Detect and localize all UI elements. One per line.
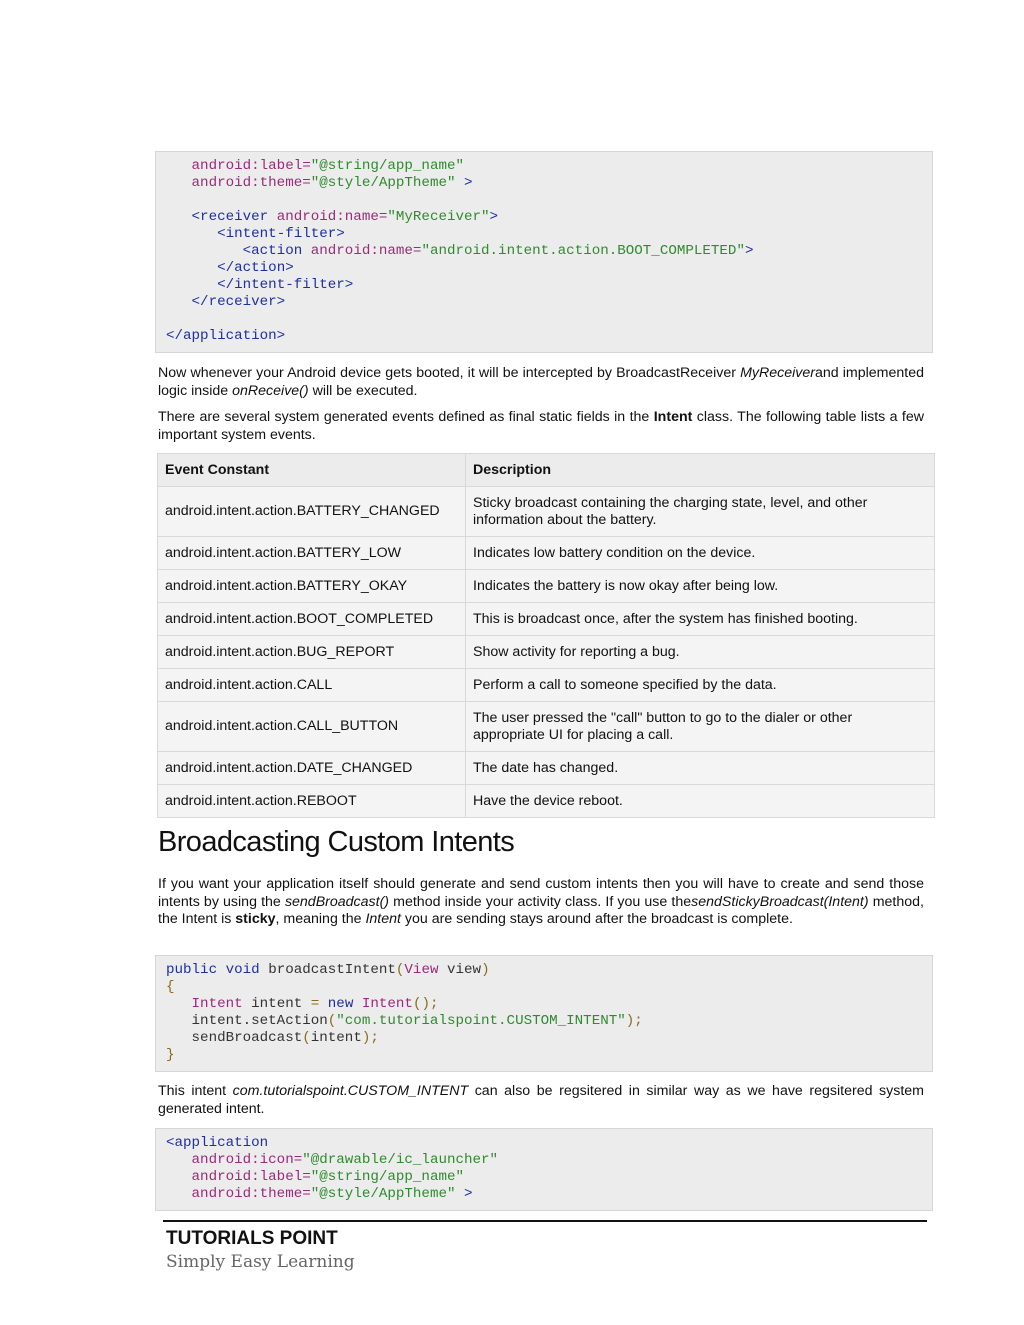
section-heading: Broadcasting Custom Intents: [158, 826, 515, 858]
paragraph-register-intent: This intent com.tutorialspoint.CUSTOM_INTENT can also be regsitered in similar way as we have regsitered system generated intent.: [158, 1083, 924, 1117]
system-events-table: [157, 453, 935, 818]
code-line: [166, 311, 922, 328]
event-constant-cell: android.intent.action.BOOT_COMPLETED: [158, 603, 466, 636]
paragraph-boot-intercept: Now whenever your Android device gets booted, it will be intercepted by BroadcastReceiver MyReceiverand implemented logic inside onReceive() will be executed.: [158, 365, 924, 399]
table-row: [158, 636, 935, 669]
code-block-manifest-receiver: [155, 151, 933, 353]
code-line: public void broadcastIntent(View view): [166, 962, 490, 978]
table-row: [158, 785, 935, 818]
event-constant-cell: android.intent.action.BATTERY_CHANGED: [158, 487, 466, 537]
code-line: android:icon="@drawable/ic_launcher": [191, 1152, 499, 1168]
event-description-cell: The user pressed the "call" button to go to the dialer or other appropriate UI for placing a call.: [466, 702, 935, 752]
code-line: Intent intent = new Intent();: [191, 996, 439, 1012]
event-constant-cell: android.intent.action.BUG_REPORT: [158, 636, 466, 669]
table-row: [158, 537, 935, 570]
code-line: }: [166, 1047, 175, 1063]
event-description-cell: Sticky broadcast containing the charging state, level, and other information about the battery.: [466, 487, 935, 537]
column-header-event-constant: Event Constant: [158, 454, 466, 487]
paragraph-system-events: There are several system generated events defined as final static fields in the Intent class. The following table lists a few important system events.: [158, 409, 925, 443]
code-line: </receiver>: [191, 294, 286, 310]
code-line: intent.setAction("com.tutorialspoint.CUSTOM_INTENT");: [166, 1013, 643, 1029]
event-description-cell: Perform a call to someone specified by the data.: [466, 669, 935, 702]
code-line: </application>: [166, 328, 286, 344]
code-block-application-manifest: [155, 1128, 933, 1211]
code-line: </intent-filter>: [217, 277, 354, 293]
code-line: android:label="@string/app_name": [191, 158, 464, 174]
table-row: [158, 570, 935, 603]
paragraph-custom-intents: If you want your application itself should generate and send custom intents then you will have to create and send those intents by using the sendBroadcast() method inside your activity class. If you use thesendStickyBroadcast(Intent) method, the Intent is sticky, meaning the Intent you are sending stays around after the broadcast is complete.: [158, 876, 924, 927]
code-block-broadcast-intent: [155, 955, 933, 1072]
code-line: </action>: [217, 260, 294, 276]
event-constant-cell: android.intent.action.CALL: [158, 669, 466, 702]
table-row: [158, 669, 935, 702]
code-line: sendBroadcast(intent);: [166, 1030, 379, 1046]
table-row: [158, 603, 935, 636]
event-description-cell: Have the device reboot.: [466, 785, 935, 818]
event-description-cell: The date has changed.: [466, 752, 935, 785]
code-line: android:theme="@style/AppTheme" >: [191, 1186, 473, 1202]
event-constant-cell: android.intent.action.BATTERY_LOW: [158, 537, 466, 570]
footer-divider: [163, 1220, 927, 1222]
event-description-cell: Indicates the battery is now okay after being low.: [466, 570, 935, 603]
table-header-row: [158, 454, 935, 487]
table-row: [158, 702, 935, 752]
footer-brand: TUTORIALS POINT: [166, 1228, 338, 1249]
code-line: {: [166, 979, 175, 995]
code-line: <application: [166, 1135, 269, 1151]
event-description-cell: Indicates low battery condition on the device.: [466, 537, 935, 570]
code-line: <action android:name="android.intent.action.BOOT_COMPLETED">: [242, 243, 754, 259]
event-constant-cell: android.intent.action.REBOOT: [158, 785, 466, 818]
event-description-cell: This is broadcast once, after the system has finished booting.: [466, 603, 935, 636]
code-line: <receiver android:name="MyReceiver">: [191, 209, 499, 225]
code-line: <intent-filter>: [217, 226, 345, 242]
event-description-cell: Show activity for reporting a bug.: [466, 636, 935, 669]
code-line: android:theme="@style/AppTheme" >: [191, 175, 473, 191]
event-constant-cell: android.intent.action.BATTERY_OKAY: [158, 570, 466, 603]
event-constant-cell: android.intent.action.CALL_BUTTON: [158, 702, 466, 752]
event-constant-cell: android.intent.action.DATE_CHANGED: [158, 752, 466, 785]
footer-tagline: Simply Easy Learning: [166, 1252, 355, 1272]
column-header-description: Description: [466, 454, 935, 487]
table-row: [158, 752, 935, 785]
table-row: [158, 487, 935, 537]
code-line: [166, 192, 922, 209]
code-line: android:label="@string/app_name": [191, 1169, 464, 1185]
